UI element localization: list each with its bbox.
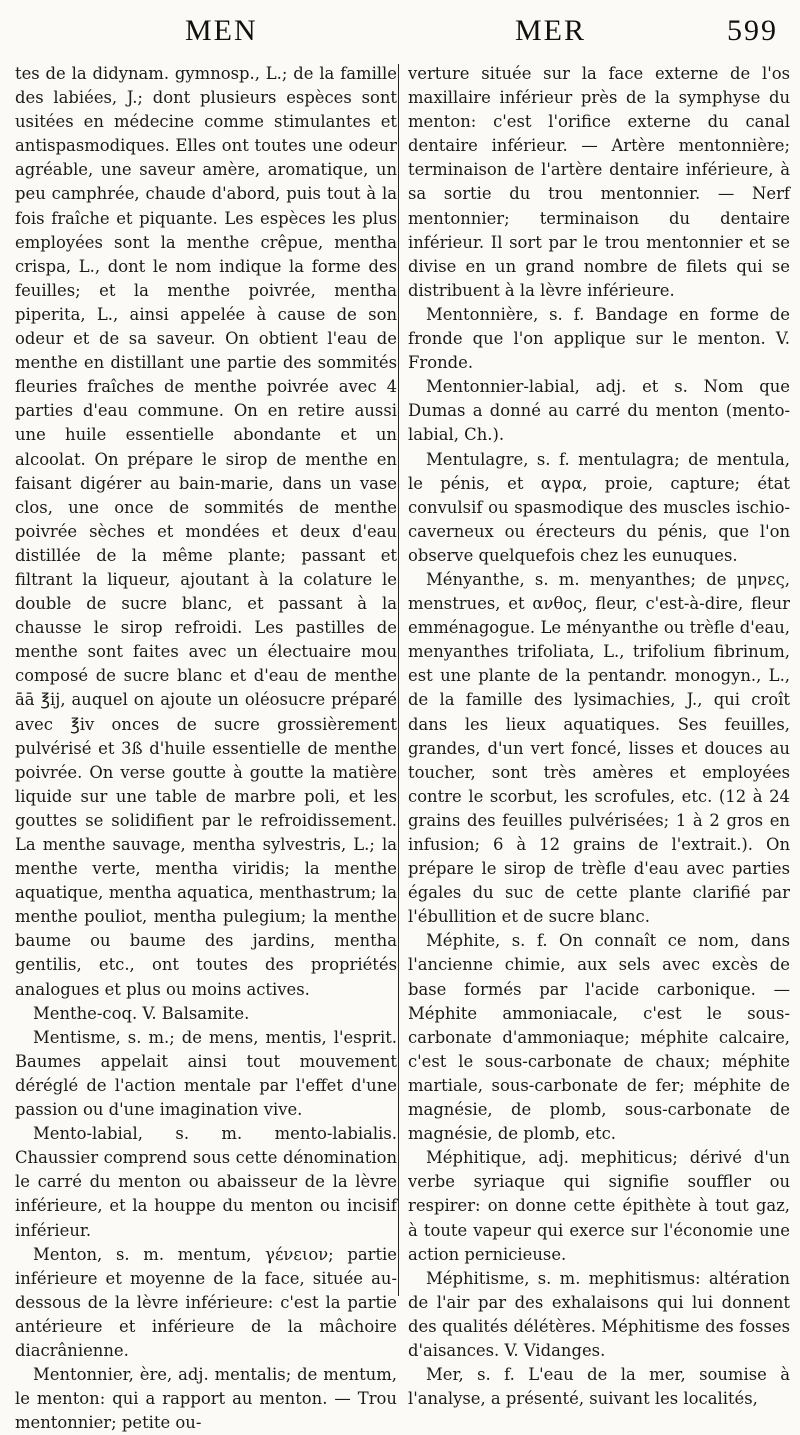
running-header	[0, 14, 800, 60]
entry-mephitisme: Méphitisme, s. m. mephitismus: altération de l'air par des exhalaisons qui lui donnent des qualités délétères. Méphitisme des fosses d'aisances. V. Vidanges.	[408, 1268, 790, 1360]
header-left-word: MEN	[185, 14, 258, 47]
entry-mentonnier: Mentonnier, ère, adj. mentalis; de mentum, le menton: qui a rapport au menton. — Trou mentonnier; petite ou-	[15, 1365, 397, 1433]
page-number: 599	[727, 14, 778, 47]
entry-mentonnier-continued: verture située sur la face externe de l'os maxillaire inférieur près de la symphyse du menton: c'est l'orifice externe du canal dentaire inférieur. — Artère mentonnière; terminaison de l'artère dentaire inférieure, à sa sortie du trou mentonnier. — Nerf mentonnier; terminaison du dentaire inférieur. Il sort par le trou mentonnier et se divise en un grand nombre de filets qui se distribuent à la lèvre inférieure.	[408, 64, 790, 300]
entry-menthe-continued: tes de la didynam. gymnosp., L.; de la famille des labiées, J.; dont plusieurs espèces sont usitées en médecine comme stimulantes et antispasmodiques. Elles ont toutes une odeur agréable, une saveur amère, aromatique, un peu camphrée, chaude d'abord, puis tout à la fois fraîche et piquante. Les espèces les plus employées sont la menthe crêpue, mentha crispa, L., dont le nom indique la forme des feuilles; et la menthe poivrée, mentha piperita, L., ainsi appelée à cause de son odeur et de sa saveur. On obtient l'eau de menthe en distillant une partie des sommités fleuries fraîches de menthe poivrée avec 4 parties d'eau commune. On en retire aussi une huile essentielle abondante et un alcoolat. On prépare le sirop de menthe en faisant digérer au bain-marie, dans un vase clos, une once de sommités de menthe poivrée sèches et mondées et deux d'eau distillée de la même plante; passant et filtrant la liqueur, ajoutant à la colature le double de sucre blanc, et passant à la chausse le sirop refroidi. Les pastilles de menthe sont faites avec un électuaire mou composé de sucre blanc et d'eau de menthe āā ℥ij, auquel on ajoute un oléosucre préparé avec ℥iv onces de sucre grossièrement pulvérisé et 3ß d'huile essentielle de menthe poivrée. On verse goutte à goutte la matière liquide sur une table de marbre poli, et les gouttes se solidifient par le refroidissement. La menthe sauvage, mentha sylvestris, L.; la menthe verte, mentha viridis; la menthe aquatique, mentha aquatica, menthastrum; la menthe pouliot, mentha pulegium; la menthe baume ou baume des jardins, mentha gentilis, etc., ont toutes des propriétés analogues et plus ou moins actives.	[15, 64, 397, 999]
entry-mer: Mer, s. f. L'eau de la mer, soumise à l'analyse, a présenté, suivant les localités,	[408, 1365, 790, 1409]
column-divider	[398, 64, 399, 1296]
entry-mentonniere: Mentonnière, s. f. Bandage en forme de fronde que l'on applique sur le menton. V. Fronde.	[408, 304, 790, 373]
entry-menton: Menton, s. m. mentum, γένειον; partie inférieure et moyenne de la face, située au-dessous de la lèvre inférieure: c'est la partie antérieure et inférieure de la mâchoire diacrânienne.	[15, 1244, 397, 1360]
entry-mentisme: Mentisme, s. m.; de mens, mentis, l'esprit. Baumes appelait ainsi tout mouvement déréglé de l'action mentale par l'effet d'une passion ou d'une imagination vive.	[15, 1027, 397, 1120]
entry-menyanthe: Ményanthe, s. m. menyanthes; de μηνες, menstrues, et ανθος, fleur, c'est-à-dire, fleur emménagogue. Le ményanthe ou trèfle d'eau, menyanthes trifoliata, L., trifolium fibrinum, est une plante de la pentandr. monogyn., L., de la famille des lysimachies, J., qui croît dans les lieux aquatiques. Ses feuilles, grandes, d'un vert foncé, lisses et douces au toucher, sont très amères et employées contre le scorbut, les scrofules, etc. (12 à 24 grains des feuilles pulvérisées; 1 à 2 gros en infusion; 6 à 12 grains de l'extrait.). On prépare le sirop de trèfle d'eau avec parties égales du suc de cette plante clarifié par l'ébullition et de sucre blanc.	[408, 569, 790, 927]
entry-mephitique: Méphitique, adj. mephiticus; dérivé d'un verbe syriaque qui signifie souffler ou respirer: on donne cette épithète à tout gaz, à toute vapeur qui exerce sur l'économie une action pernicieuse.	[408, 1148, 790, 1264]
right-column	[408, 62, 790, 1411]
entry-mentonnier-labial: Mentonnier-labial, adj. et s. Nom que Dumas a donné au carré du menton (mento-labial, Ch.).	[408, 377, 790, 445]
entry-menthe-coq: Menthe-coq. V. Balsamite.	[33, 1003, 250, 1023]
entry-mephite: Méphite, s. f. On connaît ce nom, dans l'ancienne chimie, aux sels avec excès de base formés par l'acide carbonique. — Méphite ammoniacale, c'est le sous-carbonate d'ammoniaque; méphite calcaire, c'est le sous-carbonate de chaux; méphite martiale, sous-carbonate de fer; méphite de magnésie, de plomb, sous-carbonate de magnésie, de plomb, etc.	[408, 931, 790, 1144]
left-column	[15, 62, 397, 1435]
header-right-word: MER	[515, 14, 587, 47]
entry-mentulagre: Mentulagre, s. f. mentulagra; de mentula, le pénis, et αγρα, proie, capture; état convulsif ou spasmodique des muscles ischio-caverneux ou érecteurs du pénis, que l'on observe quelquefois chez les eunuques.	[408, 449, 790, 565]
entry-mento-labial: Mento-labial, s. m. mento-labialis. Chaussier comprend sous cette dénomination le carré du menton ou abaisseur de la lèvre inférieure, et la houppe du menton ou incisif inférieur.	[15, 1124, 397, 1240]
